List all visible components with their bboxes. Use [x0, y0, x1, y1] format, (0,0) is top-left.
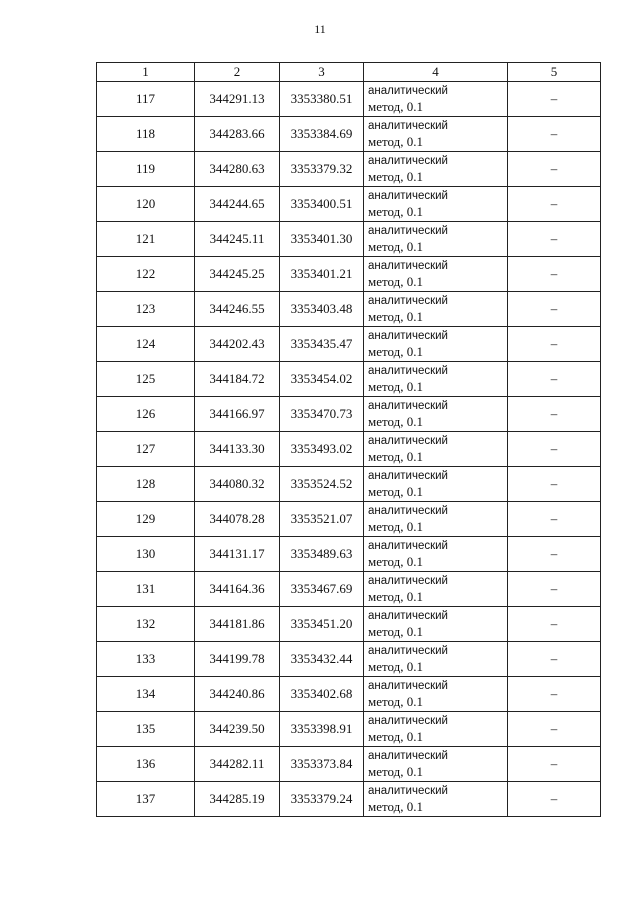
table-row [97, 712, 601, 747]
point-number-cell: 126 [97, 397, 195, 432]
table-row [97, 537, 601, 572]
table-header-row [97, 63, 601, 82]
note-cell: – [508, 537, 601, 572]
method-accuracy: метод, 0.1 [368, 134, 423, 149]
note-cell: – [508, 362, 601, 397]
method-name: аналитический [368, 330, 448, 342]
note-cell: – [508, 327, 601, 362]
table-row [97, 82, 601, 117]
note-cell: – [508, 712, 601, 747]
x-coordinate-cell: 344184.72 [195, 362, 280, 397]
method-name: аналитический [368, 505, 448, 517]
y-coordinate-cell: 3353400.51 [280, 187, 364, 222]
y-coordinate-cell: 3353373.84 [280, 747, 364, 782]
x-coordinate-cell: 344244.65 [195, 187, 280, 222]
table-row [97, 257, 601, 292]
y-coordinate-cell: 3353470.73 [280, 397, 364, 432]
point-number-cell: 125 [97, 362, 195, 397]
point-number-cell: 134 [97, 677, 195, 712]
method-accuracy: метод, 0.1 [368, 169, 423, 184]
table-row [97, 502, 601, 537]
table-row [97, 152, 601, 187]
method-name: аналитический [368, 85, 448, 97]
method-accuracy: метод, 0.1 [368, 204, 423, 219]
method-name: аналитический [368, 750, 448, 762]
method-cell [364, 712, 508, 747]
method-name: аналитический [368, 120, 448, 132]
method-name: аналитический [368, 295, 448, 307]
method-accuracy: метод, 0.1 [368, 484, 423, 499]
x-coordinate-cell: 344239.50 [195, 712, 280, 747]
x-coordinate-cell: 344282.11 [195, 747, 280, 782]
method-accuracy: метод, 0.1 [368, 799, 423, 814]
method-cell [364, 117, 508, 152]
x-coordinate-cell: 344202.43 [195, 327, 280, 362]
method-cell [364, 432, 508, 467]
method-name: аналитический [368, 190, 448, 202]
x-coordinate-cell: 344245.11 [195, 222, 280, 257]
method-cell [364, 747, 508, 782]
method-cell [364, 572, 508, 607]
point-number-cell: 130 [97, 537, 195, 572]
method-name: аналитический [368, 365, 448, 377]
table-row [97, 782, 601, 817]
note-cell: – [508, 607, 601, 642]
method-cell [364, 152, 508, 187]
y-coordinate-cell: 3353524.52 [280, 467, 364, 502]
note-cell: – [508, 82, 601, 117]
method-accuracy: метод, 0.1 [368, 414, 423, 429]
header-col-3: 3 [280, 63, 364, 82]
note-cell: – [508, 397, 601, 432]
method-name: аналитический [368, 435, 448, 447]
x-coordinate-cell: 344283.66 [195, 117, 280, 152]
table-row [97, 642, 601, 677]
method-accuracy: метод, 0.1 [368, 344, 423, 359]
table-row [97, 222, 601, 257]
note-cell: – [508, 747, 601, 782]
method-name: аналитический [368, 645, 448, 657]
point-number-cell: 133 [97, 642, 195, 677]
x-coordinate-cell: 344280.63 [195, 152, 280, 187]
method-cell [364, 82, 508, 117]
x-coordinate-cell: 344164.36 [195, 572, 280, 607]
x-coordinate-cell: 344078.28 [195, 502, 280, 537]
page-number: 11 [314, 22, 326, 36]
point-number-cell: 129 [97, 502, 195, 537]
method-name: аналитический [368, 470, 448, 482]
table-row [97, 432, 601, 467]
x-coordinate-cell: 344166.97 [195, 397, 280, 432]
note-cell: – [508, 572, 601, 607]
y-coordinate-cell: 3353379.32 [280, 152, 364, 187]
method-accuracy: метод, 0.1 [368, 729, 423, 744]
method-accuracy: метод, 0.1 [368, 659, 423, 674]
table-body [97, 82, 601, 817]
y-coordinate-cell: 3353401.21 [280, 257, 364, 292]
method-cell [364, 782, 508, 817]
y-coordinate-cell: 3353435.47 [280, 327, 364, 362]
point-number-cell: 136 [97, 747, 195, 782]
method-name: аналитический [368, 680, 448, 692]
method-cell [364, 642, 508, 677]
note-cell: – [508, 782, 601, 817]
point-number-cell: 135 [97, 712, 195, 747]
header-col-1: 1 [97, 63, 195, 82]
method-accuracy: метод, 0.1 [368, 694, 423, 709]
method-name: аналитический [368, 260, 448, 272]
header-col-4: 4 [364, 63, 508, 82]
table-row [97, 572, 601, 607]
method-cell [364, 257, 508, 292]
x-coordinate-cell: 344181.86 [195, 607, 280, 642]
x-coordinate-cell: 344133.30 [195, 432, 280, 467]
table-row [97, 187, 601, 222]
point-number-cell: 124 [97, 327, 195, 362]
note-cell: – [508, 467, 601, 502]
x-coordinate-cell: 344199.78 [195, 642, 280, 677]
point-number-cell: 128 [97, 467, 195, 502]
note-cell: – [508, 502, 601, 537]
x-coordinate-cell: 344291.13 [195, 82, 280, 117]
note-cell: – [508, 642, 601, 677]
method-name: аналитический [368, 155, 448, 167]
method-accuracy: метод, 0.1 [368, 624, 423, 639]
method-accuracy: метод, 0.1 [368, 589, 423, 604]
note-cell: – [508, 222, 601, 257]
point-number-cell: 137 [97, 782, 195, 817]
method-accuracy: метод, 0.1 [368, 274, 423, 289]
y-coordinate-cell: 3353398.91 [280, 712, 364, 747]
y-coordinate-cell: 3353384.69 [280, 117, 364, 152]
point-number-cell: 122 [97, 257, 195, 292]
point-number-cell: 132 [97, 607, 195, 642]
method-cell [364, 292, 508, 327]
y-coordinate-cell: 3353489.63 [280, 537, 364, 572]
y-coordinate-cell: 3353493.02 [280, 432, 364, 467]
y-coordinate-cell: 3353451.20 [280, 607, 364, 642]
method-cell [364, 362, 508, 397]
method-cell [364, 187, 508, 222]
method-accuracy: метод, 0.1 [368, 764, 423, 779]
method-name: аналитический [368, 785, 448, 797]
y-coordinate-cell: 3353379.24 [280, 782, 364, 817]
method-cell [364, 397, 508, 432]
method-name: аналитический [368, 575, 448, 587]
point-number-cell: 120 [97, 187, 195, 222]
point-number-cell: 123 [97, 292, 195, 327]
method-cell [364, 222, 508, 257]
method-name: аналитический [368, 225, 448, 237]
note-cell: – [508, 292, 601, 327]
header-col-5: 5 [508, 63, 601, 82]
note-cell: – [508, 152, 601, 187]
method-accuracy: метод, 0.1 [368, 379, 423, 394]
x-coordinate-cell: 344245.25 [195, 257, 280, 292]
method-cell [364, 607, 508, 642]
y-coordinate-cell: 3353521.07 [280, 502, 364, 537]
table-row [97, 362, 601, 397]
table-row [97, 677, 601, 712]
y-coordinate-cell: 3353402.68 [280, 677, 364, 712]
y-coordinate-cell: 3353467.69 [280, 572, 364, 607]
header-col-2: 2 [195, 63, 280, 82]
method-accuracy: метод, 0.1 [368, 554, 423, 569]
y-coordinate-cell: 3353403.48 [280, 292, 364, 327]
method-cell [364, 537, 508, 572]
table-row [97, 467, 601, 502]
note-cell: – [508, 677, 601, 712]
point-number-cell: 131 [97, 572, 195, 607]
y-coordinate-cell: 3353401.30 [280, 222, 364, 257]
point-number-cell: 118 [97, 117, 195, 152]
note-cell: – [508, 187, 601, 222]
x-coordinate-cell: 344240.86 [195, 677, 280, 712]
method-accuracy: метод, 0.1 [368, 239, 423, 254]
method-accuracy: метод, 0.1 [368, 309, 423, 324]
point-number-cell: 119 [97, 152, 195, 187]
coordinates-table [96, 62, 601, 817]
point-number-cell: 127 [97, 432, 195, 467]
x-coordinate-cell: 344246.55 [195, 292, 280, 327]
method-accuracy: метод, 0.1 [368, 449, 423, 464]
method-accuracy: метод, 0.1 [368, 519, 423, 534]
method-accuracy: метод, 0.1 [368, 99, 423, 114]
y-coordinate-cell: 3353454.02 [280, 362, 364, 397]
y-coordinate-cell: 3353380.51 [280, 82, 364, 117]
point-number-cell: 121 [97, 222, 195, 257]
table-row [97, 292, 601, 327]
note-cell: – [508, 117, 601, 152]
note-cell: – [508, 257, 601, 292]
table-row [97, 397, 601, 432]
method-cell [364, 502, 508, 537]
table-row [97, 327, 601, 362]
method-cell [364, 677, 508, 712]
table-row [97, 747, 601, 782]
x-coordinate-cell: 344080.32 [195, 467, 280, 502]
method-name: аналитический [368, 715, 448, 727]
point-number-cell: 117 [97, 82, 195, 117]
method-name: аналитический [368, 610, 448, 622]
x-coordinate-cell: 344131.17 [195, 537, 280, 572]
table-row [97, 117, 601, 152]
method-cell [364, 467, 508, 502]
x-coordinate-cell: 344285.19 [195, 782, 280, 817]
method-name: аналитический [368, 400, 448, 412]
y-coordinate-cell: 3353432.44 [280, 642, 364, 677]
table-row [97, 607, 601, 642]
method-name: аналитический [368, 540, 448, 552]
method-cell [364, 327, 508, 362]
note-cell: – [508, 432, 601, 467]
